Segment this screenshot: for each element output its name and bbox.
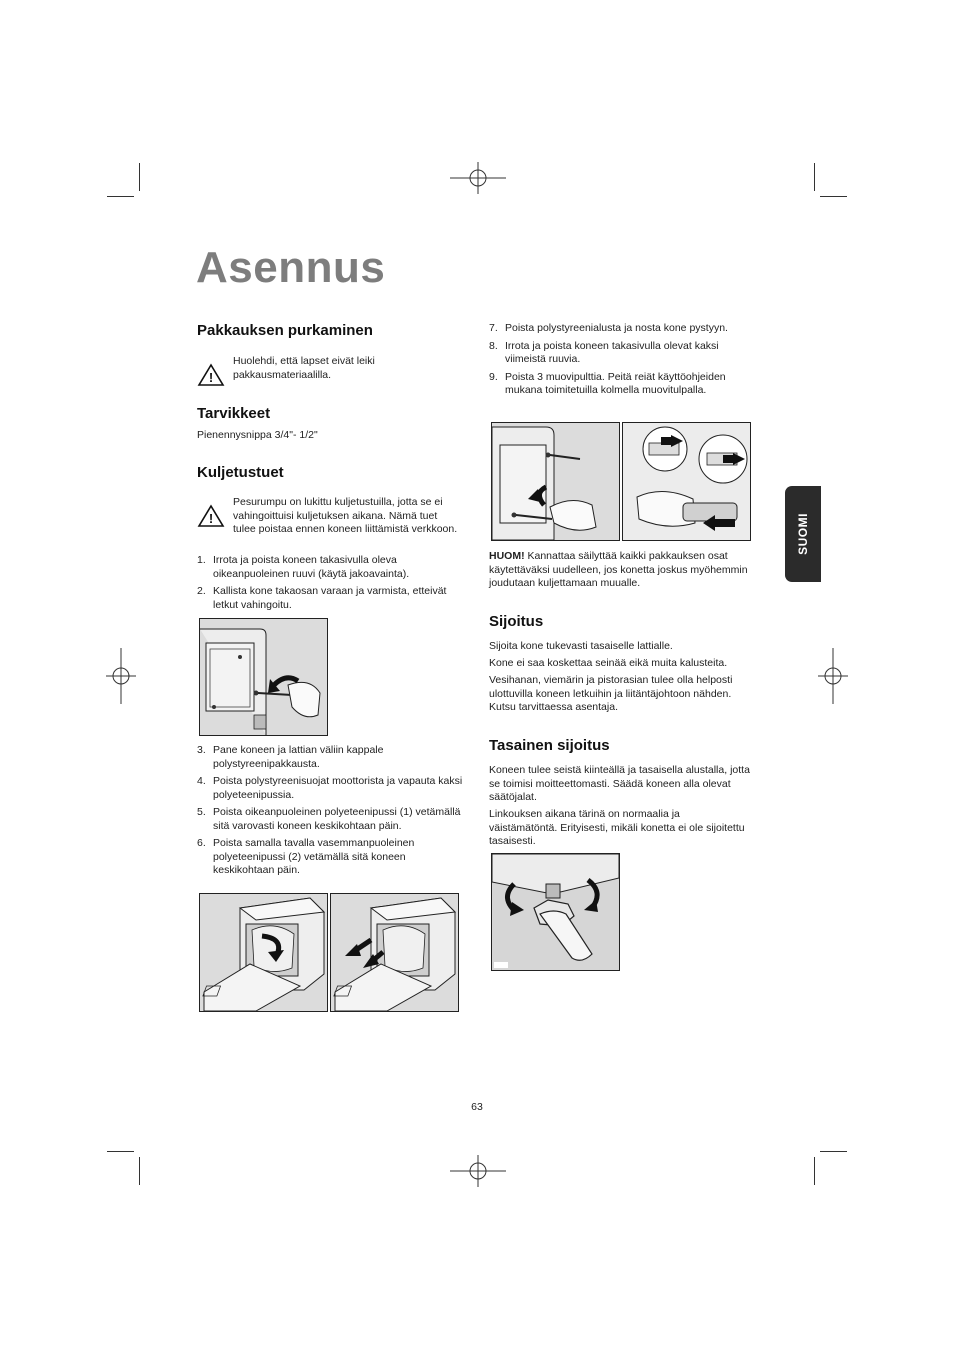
list-item: 6. Poista samalla tavalla vasemmanpuoleinen polyeteenipussi (2) vetämällä sitä koneen keskikohtaan päin. [197,837,415,876]
placement-paragraph-2: Kone ei saa koskettaa seinää eikä muita kalusteita. [489,657,728,669]
note-label: HUOM! [489,550,525,562]
warning-unpacking-text: Huolehdi, että lapset eivät leiki pakkausmateriaalilla. [233,355,375,381]
heading-unpacking: Pakkauksen purkaminen [197,322,373,339]
registration-mark-left [106,648,136,704]
figure-remove-plastic-bolts [622,422,751,541]
note-text: Kannattaa säilyttää kaikki pakkauksen osat käytettäväksi uudelleen, jos konetta joskus myöhemmin joudutaan kuljettamaan muualle. [489,550,748,589]
note-paragraph [489,550,751,591]
list-item: 8. Irrota ja poista koneen takasivulla olevat kaksi viimeistä ruuvia. [489,339,719,365]
leveling-paragraph-2: Linkouksen aikana tärinä on normaalia ja väistämätöntä. Erityisesti, mikäli konetta ei ole sijoitettu tasaisesti. [489,808,745,847]
registration-mark-top [450,162,506,194]
placement-paragraph-1: Sijoita kone tukevasti tasaiselle lattialle. [489,640,673,652]
warning-unpacking [197,355,437,387]
language-tab-label: SUOMI [796,513,810,555]
registration-mark-right [818,648,848,704]
heading-leveling: Tasainen sijoitus [489,737,610,754]
transport-steps-a [197,554,465,616]
page-number: 63 [471,1101,483,1113]
heading-placement: Sijoitus [489,613,544,630]
list-item: 4. Poista polystyreenisuojat moottorista ja vapauta kaksi polyeteenipussia. [197,775,463,801]
figure-adjust-feet [491,853,620,971]
placement-paragraph-3: Vesihanan, viemärin ja pistorasian tulee olla helposti ulottuvilla koneen letkuihin ja liitäntäjohtoon nähden. Kutsu tarvittaessa asentaja. [489,674,733,713]
leveling-paragraph-1: Koneen tulee seistä kiinteällä ja tasaisella alustalla, jotta se toimisi moitteettomasti. Säädä koneen alla olevat säätöjalat. [489,764,750,803]
list-item: 3. Pane koneen ja lattian väliin kappale polystyreenipakkausta. [197,744,384,770]
figure-remove-screw [199,618,328,736]
list-item: 1. Irrota ja poista koneen takasivulla oleva oikeanpuoleinen ruuvi (käytä jakoavainta). [197,554,410,580]
warning-icon [197,504,225,528]
heading-transport: Kuljetustuet [197,464,284,481]
list-item: 5. Poista oikeanpuoleinen polyeteenipussi (1) vetämällä sitä varovasti koneen keskikohtaan päin. [197,806,461,832]
warning-transport-text: Pesurumpu on lukittu kuljetustuilla, jotta se ei vahingoittuisi kuljetuksen aikana. Nämä tuet tulee poistaa ennen koneen liittämistä verkkoon. [233,496,458,535]
figure-remove-bag-right [199,893,328,1012]
transport-steps-b [197,744,465,882]
page-title: Asennus [196,243,386,292]
figure-remove-bag-left [330,893,459,1012]
svg-text:!: ! [208,370,214,385]
figure-remove-rear-screws [491,422,620,541]
accessories-text: Pienennysnippa 3/4"- 1/2" [197,429,318,441]
warning-icon [197,363,225,387]
list-item: 7. Poista polystyreenialusta ja nosta kone pystyyn. [489,322,728,334]
registration-mark-bottom [450,1155,506,1187]
warning-transport [197,496,462,552]
svg-text:!: ! [208,511,214,526]
language-tab [785,486,821,582]
list-item: 2. Kallista kone takaosan varaan ja varmista, etteivät letkut vahingoitu. [197,585,447,611]
transport-steps-c [489,322,751,402]
list-item: 9. Poista 3 muovipulttia. Peitä reiät käyttöohjeiden mukana toimitetuilla kolmella muovitulpalla. [489,370,726,396]
heading-accessories: Tarvikkeet [197,405,271,422]
